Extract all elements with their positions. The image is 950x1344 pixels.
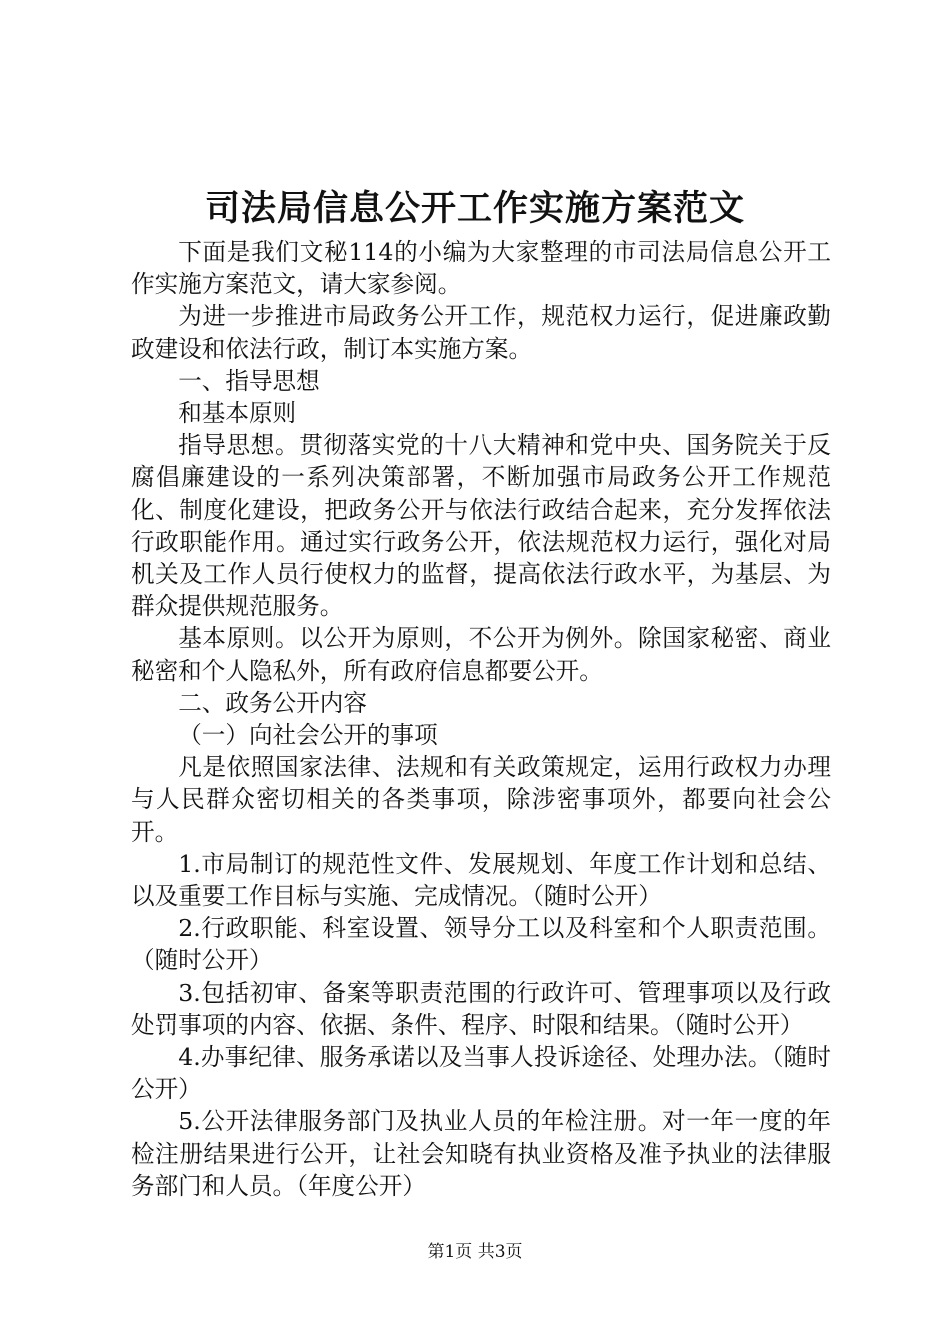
list-item-3: 3.包括初审、备案等职责范围的行政许可、管理事项以及行政处罚事项的内容、依据、条件、程序、时限和结果。（随时公开） (131, 978, 831, 1039)
paragraph-purpose: 为进一步推进市局政务公开工作，规范权力运行，促进廉政勤政建设和依法行政，制订本实施方案。 (131, 302, 831, 363)
paragraph-basic-principle: 基本原则。以公开为原则，不公开为例外。除国家秘密、商业秘密和个人隐私外，所有政府信息都要公开。 (131, 624, 831, 685)
paragraph-public-scope: 凡是依照国家法律、法规和有关政策规定，运用行政权力办理与人民群众密切相关的各类事项，除涉密事项外，都要向社会公开。 (131, 753, 831, 846)
section-heading-1-cont: 和基本原则 (178, 399, 297, 428)
list-item-5: 5.公开法律服务部门及执业人员的年检注册。对一年一度的年检注册结果进行公开，让社会知晓有执业资格及准予执业的法律服务部门和人员。（年度公开） (131, 1107, 831, 1200)
paragraph-intro: 下面是我们文秘114的小编为大家整理的市司法局信息公开工作实施方案范文，请大家参阅。 (131, 238, 831, 299)
document-body (131, 236, 831, 1202)
paragraph-guiding-thought: 指导思想。贯彻落实党的十八大精神和党中央、国务院关于反腐倡廉建设的一系列决策部署，不断加强市局政务公开工作规范化、制度化建设，把政务公开与依法行政结合起来，充分发挥依法行政职能作用。通过实行政务公开，依法规范权力运行，强化对局机关及工作人员行使权力的监督，提高依法行政水平，为基层、为群众提供规范服务。 (131, 431, 831, 621)
page-footer: 第1页 共3页 (427, 1242, 523, 1262)
section-heading-2: 二、政务公开内容 (178, 688, 367, 717)
subsection-heading-1: （一）向社会公开的事项 (178, 721, 438, 750)
list-item-4: 4.办事纪律、服务承诺以及当事人投诉途径、处理办法。（随时公开） (131, 1043, 831, 1104)
section-heading-1: 一、指导思想 (178, 366, 320, 395)
list-item-1: 1.市局制订的规范性文件、发展规划、年度工作计划和总结、以及重要工作目标与实施、完成情况。（随时公开） (131, 849, 831, 911)
list-item-2: 2.行政职能、科室设置、领导分工以及科室和个人职责范围。（随时公开） (131, 914, 831, 975)
document-title: 司法局信息公开工作实施方案范文 (204, 188, 745, 229)
